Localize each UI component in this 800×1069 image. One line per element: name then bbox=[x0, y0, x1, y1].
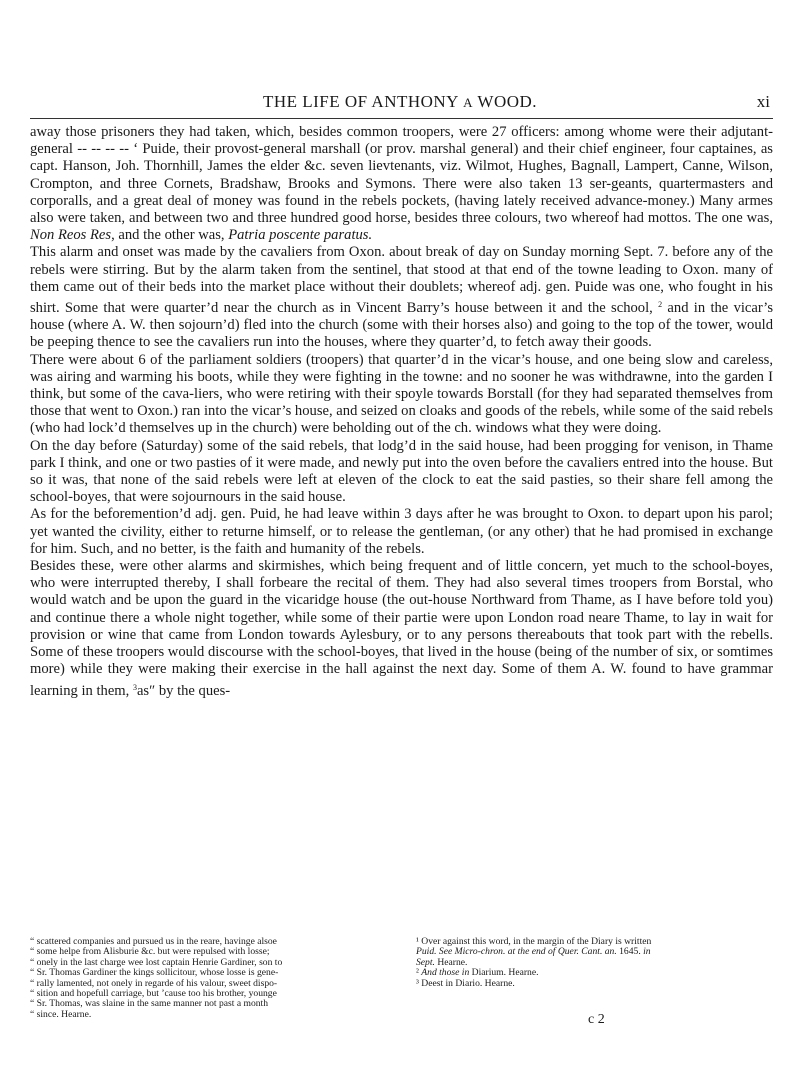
footnote-2 bbox=[416, 968, 773, 978]
running-head bbox=[0, 92, 800, 118]
running-title-part-2: WOOD. bbox=[472, 92, 538, 111]
footnote-line: “ rally lamented, not onely in regarde of his valour, sweet dispo- bbox=[30, 978, 278, 989]
paragraph-1-text: away those prisoners they had taken, which, besides common troopers, were 27 officers: among whome were their adjutant-general -- -- -- -- ‘ Puide, their provost-general marshall (or prov. marshal general) and their chief engineer, four captaines, as capt. Hanson, Joh. Thornhill, James the elder &c. seven lievtenants, viz. Wilmot, Hughes, Bagnall, Lampert, Canne, Wilson, Crompton, and three Cornets, Bradshaw, Brooks and Symons. There were also taken 13 ser-geants, quartermasters and corporalls, and a great deal of money was found in the rebels pockets, (having lately received advance-money.) Many armes also were taken, and between two and three hundred good horse, besides three colours, two whereof had mottos. The one was, bbox=[30, 124, 773, 227]
footnote-line: “ Sr. Thomas Gardiner the kings sollicitour, whose losse is gene- bbox=[30, 968, 279, 979]
footnote-column-right bbox=[416, 937, 773, 989]
paragraph-2-text-b: and in the vicar’s house (where A. W. then sojourn’d) fled into the church (some with their horses also) and going to the top of the tower, would be peeping thence to see the cavaliers run into the houses, where they quarter’d, to fetch away their goods. bbox=[30, 300, 774, 351]
footnote-2-marker: ² bbox=[416, 968, 422, 979]
motto-2: Patria poscente paratus. bbox=[228, 227, 373, 244]
paragraph-3: There were about 6 of the parliament soldiers (troopers) that quarter’d in the vicar’s house, and one being slow and careless, was airing and warming his boots, while they were fighting in the towne: and no sooner he was withdrawne, into the garden I think, but some of the cava-liers, who were retiring with their spoyle towards Borstall (for they had separated themselves from those that went to Oxon.) ran into the vicar’s house, and seized on cloaks and goods of the rebels, while some of the said rebels (who had lock’d themselves up in the church) were beholding out of the ch. windows what they were doing. bbox=[30, 351, 773, 437]
paragraph-6-text-a: Besides these, were other alarms and skirmishes, which being frequent and of little concern, yet much to the school-boyes, who were interrupted thereby, I shall forbeare the recital of them. They had also several times troopers from Borstal, who would watch and be upon the guard in the vicaridge house (the out-house Northward from Thame, as I have before told you) and continue there a whole night together, while some of their partie were upon London road neare Thame, to lay in wait for provision or wine that came from London towards Aylesbury, or to any persons thereabouts that took part with the rebells. Some of these troopers would discourse with the school-boyes, that lived in the house (being of the number of six, or somtimes more) while they were making their exercise in the hall against the next day. Some of them A. W. found to have grammar learning in them, bbox=[30, 558, 773, 699]
footnote-1-in: in bbox=[643, 947, 651, 958]
header-rule bbox=[30, 118, 773, 119]
footnote-column-left bbox=[30, 937, 395, 1020]
running-title-part-1: THE LIFE OF ANTHONY bbox=[262, 92, 464, 111]
footnote-1-year: 1645. bbox=[616, 947, 644, 958]
running-title-small: A bbox=[463, 95, 473, 110]
signature-mark: c 2 bbox=[588, 1012, 605, 1027]
paragraph-6 bbox=[30, 558, 773, 700]
main-text bbox=[30, 124, 773, 700]
paragraph-2-text-a: This alarm and onset was made by the cavaliers from Oxon. about break of day on Sunday morning Sept. 7. before any of the rebels were stirring. But by the alarm taken from the sentinel, that stood at that end of the towne leading to Oxon. many of them came out of their beds into the market place without their doublets; whereof adj. gen. Puide was one, who fought in his shirt. Some that were quarter’d near the church as in Vincent Barry’s house between it and the school, bbox=[30, 244, 773, 317]
footnote-3: ³ Deest in Diario. Hearne. bbox=[416, 978, 515, 989]
footnote-line: “ onely in the last charge wee lost captain Henrie Gardiner, son to bbox=[30, 957, 283, 968]
footnote-2-rest: Diarium. Hearne. bbox=[469, 968, 539, 979]
paragraph-1 bbox=[30, 124, 773, 244]
paragraph-4: On the day before (Saturday) some of the said rebels, that lodg’d in the said house, had been progging for venison, in Thame park I think, and one or two pasties of it were made, and newly put into the oven before the cavaliers entred into the house. But so it was, that none of the said rebels were left at eleven of the clock to eat the said pasties, so their share fell among the school-boyes, that were sojournours in the said house. bbox=[30, 437, 773, 506]
footnote-line: “ sition and hopefull carriage, but ’cause too his brother, younge bbox=[30, 989, 277, 1000]
footnote-1-line-1: ¹ Over against this word, in the margin of the Diary is written bbox=[416, 937, 652, 947]
footnote-ref-3: 3 bbox=[132, 682, 137, 692]
footnote-line: “ scattered companies and pursued us in the reare, havinge alsoe bbox=[30, 937, 277, 947]
page-number: xi bbox=[756, 92, 770, 111]
footnote-1-author: Hearne. bbox=[434, 957, 468, 968]
footnote-2-phrase: And those in bbox=[421, 968, 470, 979]
running-title bbox=[200, 92, 600, 112]
footnote-1-puid: Puid. bbox=[416, 947, 439, 958]
paragraph-6-text-b: as″ by the ques- bbox=[136, 682, 231, 699]
paragraph-1-mid: , and the other was, bbox=[111, 227, 225, 244]
footnote-1-line-3 bbox=[416, 958, 773, 968]
motto-1: Non Reos Res bbox=[30, 227, 112, 244]
paragraph-2 bbox=[30, 244, 773, 351]
footnote-1-line-2 bbox=[416, 947, 773, 957]
footnote-1-reference: See Micro-chron. at the end of Quer. Cant. an. bbox=[438, 947, 617, 958]
footnote-line: “ since. Hearne. bbox=[30, 1009, 92, 1020]
footnote-line: “ some helpe from Alisburie &c. but were repulsed with losse; bbox=[30, 947, 270, 958]
footnote-line: “ Sr. Thomas, was slaine in the same manner not past a month bbox=[30, 999, 269, 1010]
footnote-ref-2: 2 bbox=[658, 300, 663, 310]
paragraph-5: As for the beforemention’d adj. gen. Puid, he had leave within 3 days after he was brought to Oxon. to depart upon his parol; yet wanted the civility, either to returne himself, or to release the gentleman, (or any other) that he had promised in exchange for him. Such, and no better, is the faith and humanity of the rebels. bbox=[30, 506, 773, 557]
footnote-1-sept: Sept. bbox=[416, 957, 435, 968]
